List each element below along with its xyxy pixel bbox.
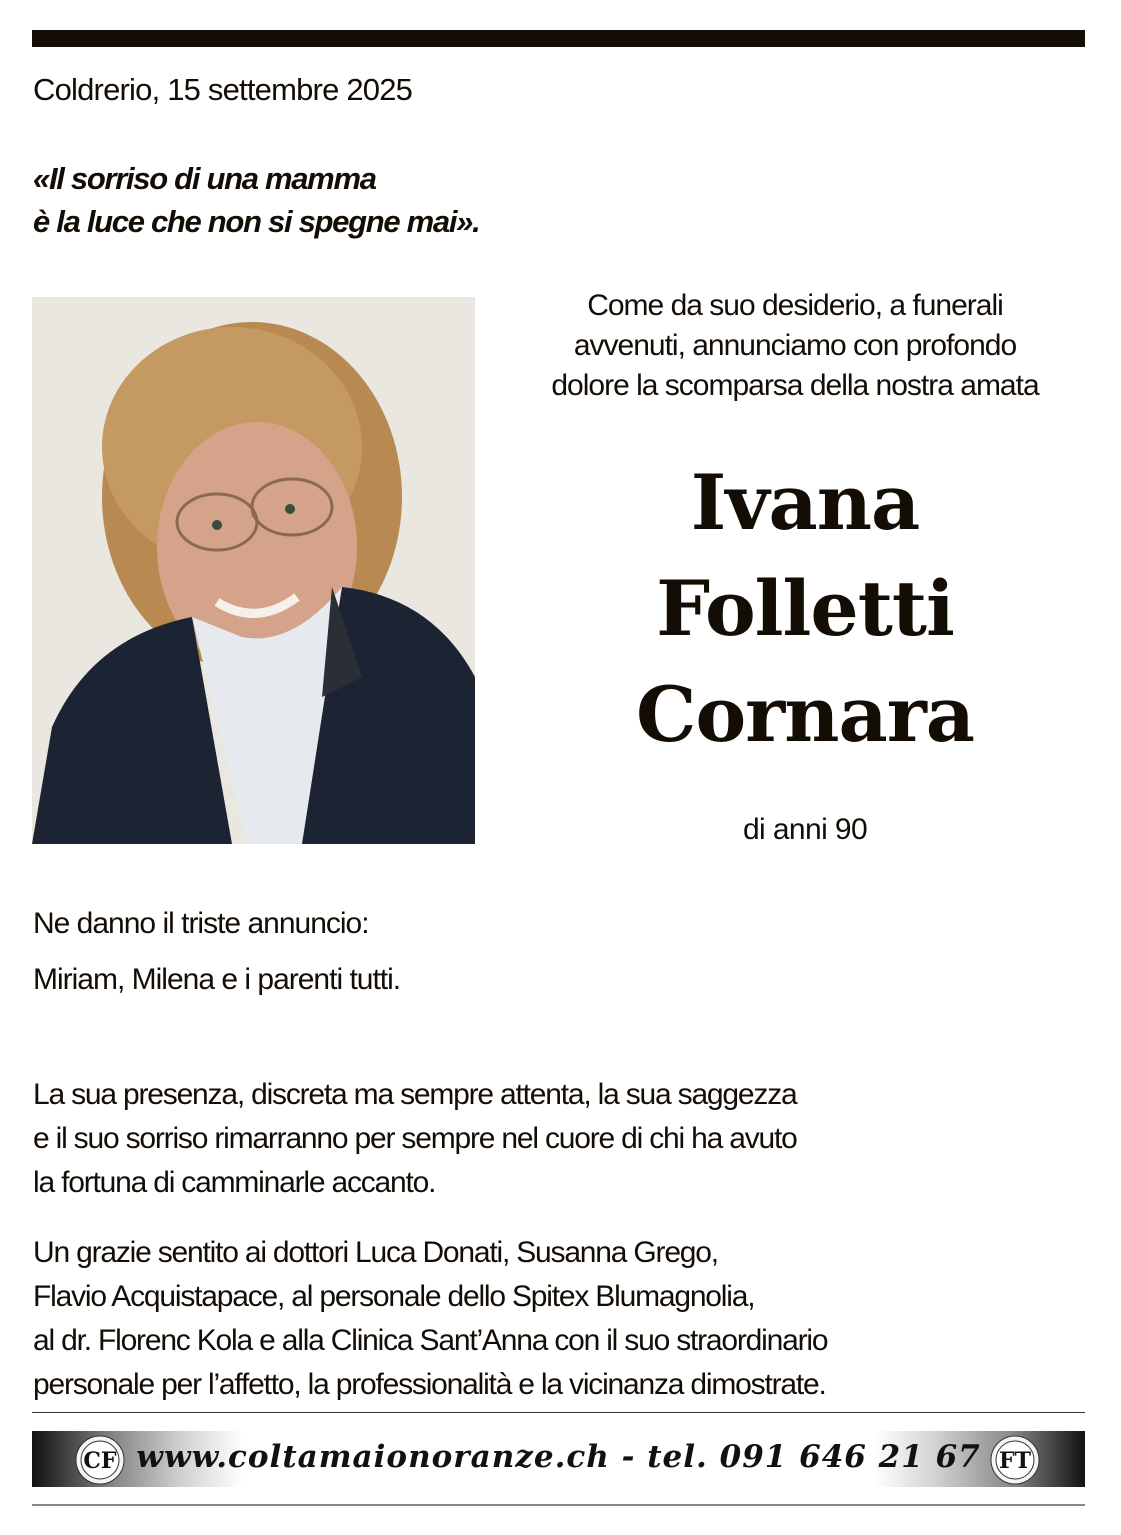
footer-divider-bottom [32,1504,1085,1506]
mourners-heading: Ne danno il triste annuncio: [33,907,369,940]
contact-line: www.coltamaionoranze.ch - tel. 091 646 21 67 [136,1439,981,1475]
portrait-illustration [32,297,475,844]
footer-divider-top [32,1412,1085,1413]
text-line: Un grazie sentito ai dottori Luca Donati, Susanna Grego, [33,1236,718,1269]
quote-line: è la luce che non si spegne mai». [33,204,480,239]
text-line: Flavio Acquistapace, al personale dello Spitex Blumagnolia, [33,1280,755,1313]
funeral-home-banner [32,1431,1085,1487]
intro-line: Come da suo desiderio, a funerali [587,289,1003,322]
mourners-block [33,896,400,1008]
top-rule [32,30,1085,47]
name-line: Ivana [690,458,920,547]
mourners-names: Miriam, Milena e i parenti tutti. [33,963,401,996]
svg-text:FT: FT [999,1448,1031,1474]
text-line: la fortuna di camminarle accanto. [33,1166,436,1199]
text-line: e il suo sorriso rimarranno per sempre nel cuore di chi ha avuto [33,1122,797,1155]
text-line: personale per l’affetto, la professionalità e la vicinanza dimostrate. [33,1368,826,1401]
deceased-age: di anni 90 [742,813,868,846]
name-line: Folletti [656,564,954,653]
portrait-photo [32,297,475,844]
quote-line: «Il sorriso di una mamma [33,161,376,196]
name-line: Cornara [635,670,974,759]
intro-line: dolore la scomparsa della nostra amata [551,369,1039,402]
text-line: al dr. Florenc Kola e alla Clinica Sant’Anna con il suo straordinario [33,1324,828,1357]
paragraph-spacer [33,1213,1093,1223]
text-line: La sua presenza, discreta ma sempre attenta, la sua saggezza [33,1078,797,1111]
dateline: Coldrerio, 15 settembre 2025 [33,72,413,107]
svg-text:CF: CF [83,1448,117,1474]
funeral-home-seal-icon [990,1435,1040,1485]
intro-line: avvenuti, annunciamo con profondo [573,329,1017,362]
deceased-name [560,450,1050,768]
announcement-intro [495,286,1095,406]
tribute-text [33,1065,1093,1415]
epigraph-quote [33,157,479,243]
